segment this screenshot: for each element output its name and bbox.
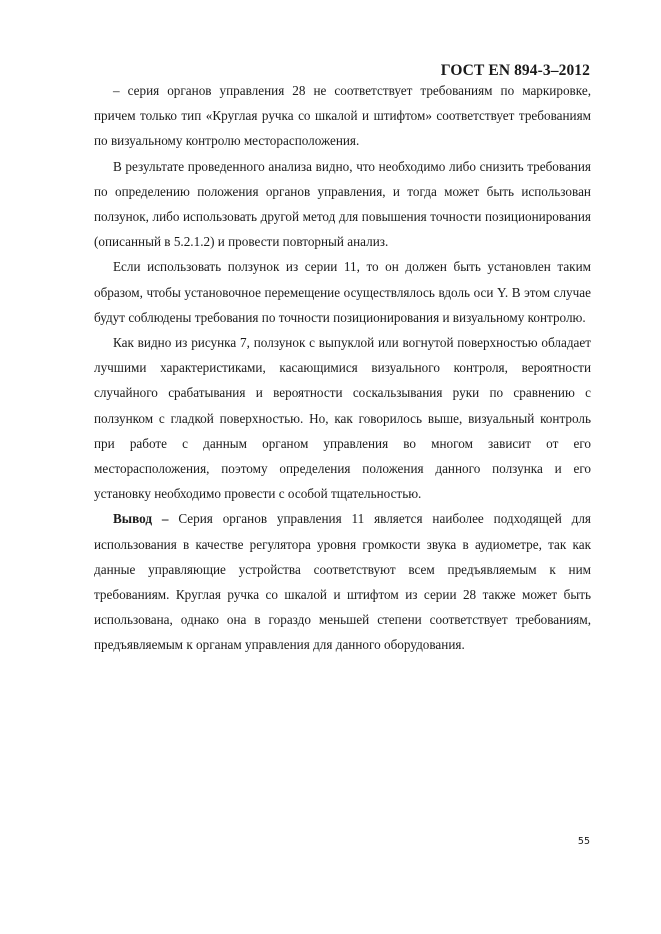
paragraph-1: – серия органов управления 28 не соответствует требованиям по маркировке, причем только тип «Круглая ручка со шкалой и штифтом» соответствует требованиям по визуальному контролю месторасположения. <box>94 83 591 149</box>
paragraph-5-text: Серия органов управления 11 является наиболее подходящей для использования в качестве регулятора уровня громкости звука в аудиометре, так как данные управляющие устройства соответствуют всем предъявляемым к ним требованиям. Круглая ручка со шкалой и штифтом из серии 28 также может быть использована, однако она в гораздо меньшей степени соответствует требованиям, предъявляемым к органам управления для данного оборудования. <box>94 511 591 653</box>
conclusion-lead: Вывод – <box>113 511 169 527</box>
document-code: ГОСТ EN 894-3–2012 <box>440 62 590 79</box>
page-number: 55 <box>577 836 590 847</box>
body-text <box>94 78 591 658</box>
paragraph-4-text: Как видно из рисунка 7, ползунок с выпуклой или вогнутой поверхностью обладает лучшими характеристиками, касающимися визуального контроля, вероятности случайного срабатывания и вероятности соскальзывания руки по сравнению с ползунком с гладкой поверхностью. Но, как говорилось выше, визуальный контроль при работе с данным органом управления во многом зависит от его месторасположения, поэтому определения положения данного ползунка и его установку необходимо провести с особой тщательностью. <box>94 335 591 502</box>
paragraph-3-text: Если использовать ползунок из серии 11, то он должен быть установлен таким образом, чтобы установочное перемещение осуществлялось вдоль оси Y. В этом случае будут соблюдены требования по точности позиционирования и визуальному контролю. <box>94 259 591 325</box>
paragraph-2-text: В результате проведенного анализа видно, что необходимо либо снизить требования по определению положения органов управления, и тогда может быть использован ползунок, либо использовать другой метод для повышения точности позиционирования (описанный в 5.2.1.2) и провести повторный анализ. <box>94 158 591 250</box>
paragraph-2 <box>94 154 591 255</box>
paragraph-4 <box>94 330 591 506</box>
paragraph-5 <box>94 506 591 657</box>
paragraph-3 <box>94 254 591 330</box>
